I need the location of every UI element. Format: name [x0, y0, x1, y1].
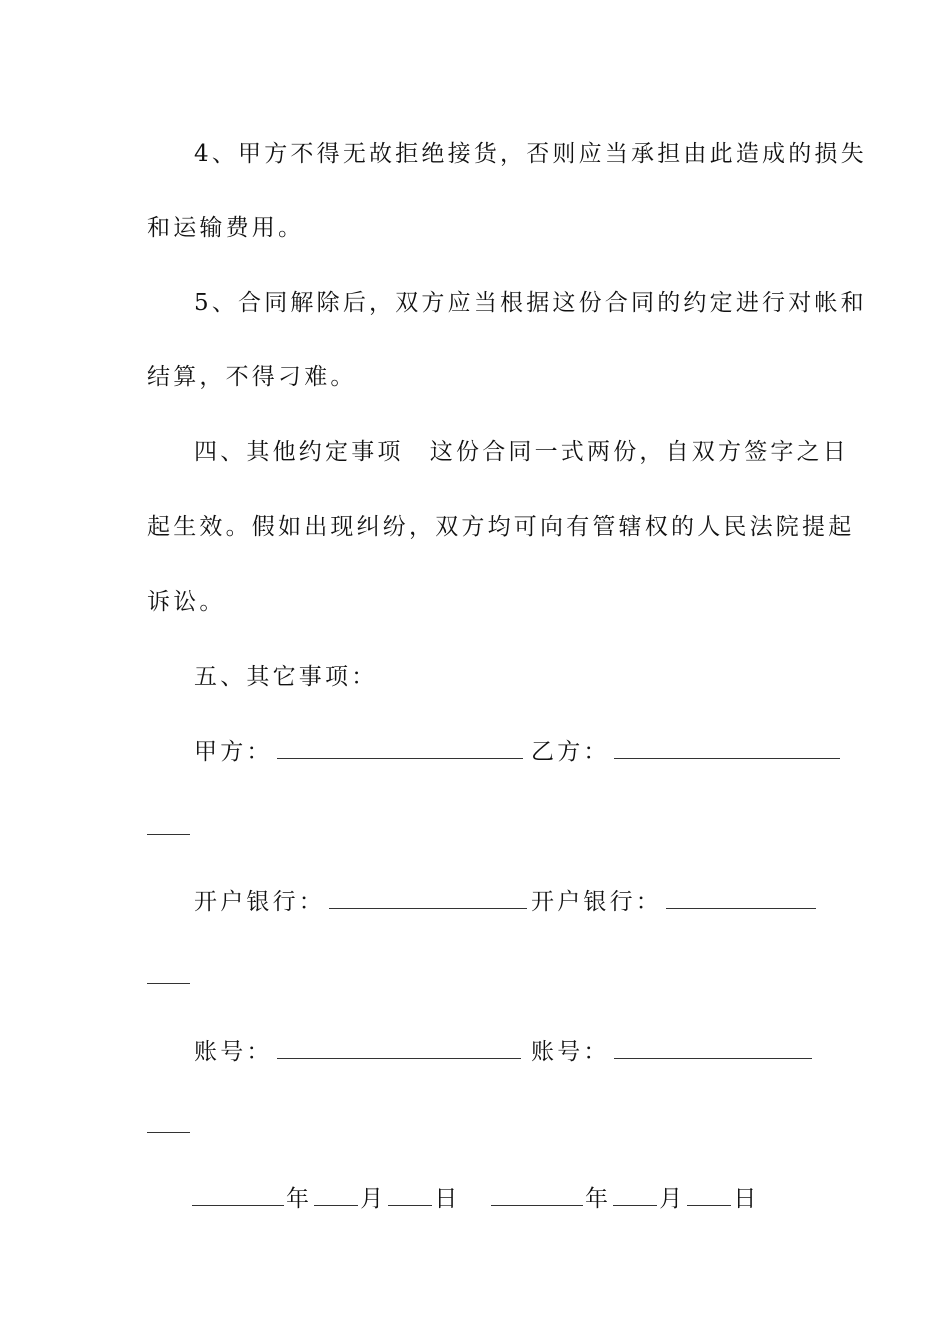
- clause-5-line-2: 结算，不得刁难。: [147, 364, 357, 390]
- bank-a-blank[interactable]: [329, 886, 527, 909]
- section-4-line-2: 起生效。假如出现纠纷，双方均可向有管辖权的人民法院提起: [147, 514, 855, 540]
- date-a-month-blank[interactable]: [314, 1183, 358, 1206]
- party-a-label: 甲方：: [194, 739, 273, 765]
- date-b-year-blank[interactable]: [491, 1183, 583, 1206]
- party-b-field: [531, 736, 844, 767]
- clause-5-line-1: 5、合同解除后，双方应当根据这份合同的约定进行对帐和: [194, 290, 867, 316]
- bank-row-tail-blank[interactable]: [147, 983, 190, 984]
- account-b-blank[interactable]: [614, 1036, 812, 1059]
- bank-a-label: 开户银行：: [194, 889, 325, 915]
- date-b-month-blank[interactable]: [613, 1183, 657, 1206]
- party-row-tail-blank[interactable]: [147, 834, 190, 835]
- account-b-field: [531, 1036, 816, 1067]
- section-4-line-3: 诉讼。: [147, 589, 226, 615]
- date-b-month-label: 月: [659, 1186, 686, 1212]
- date-a-year-blank[interactable]: [192, 1183, 284, 1206]
- section-5-heading: 五、其它事项：: [194, 664, 378, 690]
- date-a-day-label: 日: [434, 1186, 461, 1212]
- date-a-year-label: 年: [286, 1186, 313, 1212]
- account-a-blank[interactable]: [277, 1036, 521, 1059]
- bank-b-label: 开户银行：: [531, 889, 662, 915]
- account-a-label: 账号：: [194, 1039, 273, 1065]
- account-row-tail-blank[interactable]: [147, 1132, 190, 1133]
- date-b-day-label: 日: [733, 1186, 760, 1212]
- clause-4-line-1: 4、甲方不得无故拒绝接货，否则应当承担由此造成的损失: [194, 141, 867, 167]
- date-b-day-blank[interactable]: [687, 1183, 731, 1206]
- date-a: [192, 1183, 461, 1214]
- party-b-blank[interactable]: [614, 736, 840, 759]
- party-row: [194, 736, 527, 767]
- party-a-blank[interactable]: [277, 736, 523, 759]
- bank-row: [194, 886, 531, 917]
- clause-4-line-2: 和运输费用。: [147, 215, 305, 241]
- bank-b-blank[interactable]: [666, 886, 816, 909]
- account-row: [194, 1036, 525, 1067]
- account-b-label: 账号：: [531, 1039, 610, 1065]
- party-b-label: 乙方：: [531, 739, 610, 765]
- section-4-line-1: 四、其他约定事项 这份合同一式两份，自双方签字之日: [194, 439, 849, 465]
- bank-b-field: [531, 886, 820, 917]
- date-a-month-label: 月: [360, 1186, 387, 1212]
- date-b-year-label: 年: [585, 1186, 612, 1212]
- date-a-day-blank[interactable]: [388, 1183, 432, 1206]
- date-b: [491, 1183, 760, 1214]
